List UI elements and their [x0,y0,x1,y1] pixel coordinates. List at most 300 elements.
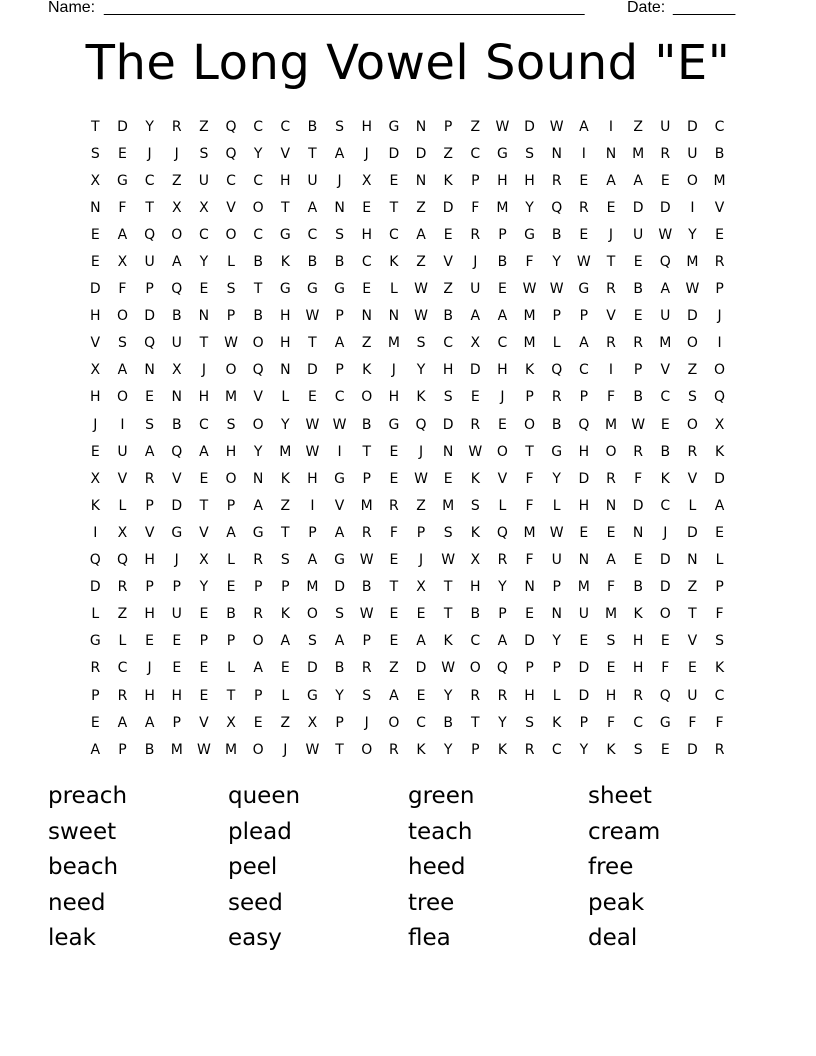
grid-letter[interactable]: E [416,687,426,704]
grid-letter[interactable]: H [578,443,590,460]
grid-letter[interactable]: M [632,145,645,162]
grid-letter[interactable]: F [389,524,399,541]
grid-letter[interactable]: C [253,226,264,243]
grid-letter[interactable]: O [686,172,699,189]
grid-letter[interactable]: D [578,687,590,704]
grid-letter[interactable]: H [388,389,400,406]
grid-letter[interactable]: M [224,741,238,758]
grid-letter[interactable]: D [687,308,699,325]
grid-letter[interactable]: S [687,389,698,406]
grid-letter[interactable]: E [90,714,101,731]
grid-letter[interactable]: R [389,741,400,758]
grid-letter[interactable]: C [307,226,318,243]
grid-letter[interactable]: F [525,470,535,487]
grid-letter[interactable]: O [252,741,265,758]
grid-letter[interactable]: S [308,633,318,650]
grid-letter[interactable]: D [307,362,319,379]
grid-letter[interactable]: O [225,470,238,487]
grid-letter[interactable]: H [198,389,210,406]
grid-letter[interactable]: C [660,497,671,514]
grid-letter[interactable]: I [337,443,343,460]
grid-letter[interactable]: S [633,741,644,758]
grid-letter[interactable]: U [578,606,590,623]
grid-letter[interactable]: B [253,308,264,325]
grid-letter[interactable]: F [606,714,616,731]
grid-letter[interactable]: E [389,552,399,569]
grid-letter[interactable]: A [117,714,128,731]
grid-letter[interactable]: Q [578,416,590,433]
grid-letter[interactable]: E [308,389,318,406]
grid-letter[interactable]: T [253,281,263,298]
grid-letter[interactable]: J [473,254,478,271]
grid-letter[interactable]: Y [145,118,155,135]
grid-letter[interactable]: P [172,579,182,596]
grid-letter[interactable]: W [305,443,320,460]
grid-letter[interactable]: G [659,714,672,731]
grid-letter[interactable]: J [147,145,153,162]
grid-letter[interactable]: E [633,254,644,271]
grid-letter[interactable]: S [335,118,345,135]
grid-letter[interactable]: I [310,497,316,514]
grid-letter[interactable]: H [90,308,102,325]
grid-letter[interactable]: U [307,172,319,189]
grid-letter[interactable]: M [442,497,455,514]
grid-letter[interactable]: X [470,335,481,352]
grid-letter[interactable]: F [715,606,725,623]
grid-letter[interactable]: Q [225,118,238,135]
grid-letter[interactable]: P [362,633,372,650]
grid-letter[interactable]: R [606,470,617,487]
grid-letter[interactable]: E [715,524,725,541]
grid-letter[interactable]: D [89,579,102,596]
grid-letter[interactable]: E [172,633,182,650]
grid-letter[interactable]: S [280,552,291,569]
grid-letter[interactable]: E [90,443,101,460]
grid-letter[interactable]: W [414,281,429,298]
grid-letter[interactable]: T [335,741,345,758]
grid-letter[interactable]: L [91,606,100,623]
grid-letter[interactable]: T [525,443,535,460]
grid-letter[interactable]: P [715,579,725,596]
grid-letter[interactable]: A [470,308,481,325]
grid-letter[interactable]: X [199,199,210,216]
grid-letter[interactable]: R [90,660,101,677]
grid-letter[interactable]: G [388,118,400,135]
grid-letter[interactable]: J [201,362,207,379]
grid-letter[interactable]: R [633,443,644,460]
grid-letter[interactable]: J [174,552,180,569]
grid-letter[interactable]: N [551,145,563,162]
grid-letter[interactable]: U [687,145,699,162]
grid-letter[interactable]: R [470,416,481,433]
grid-letter[interactable]: K [280,254,291,271]
grid-letter[interactable]: S [416,335,426,352]
grid-letter[interactable]: J [418,443,424,460]
grid-letter[interactable]: S [525,145,535,162]
grid-letter[interactable]: W [631,416,646,433]
grid-letter[interactable]: V [199,714,210,731]
grid-letter[interactable]: L [281,389,290,406]
grid-letter[interactable]: D [89,281,102,298]
grid-letter[interactable]: A [253,497,264,514]
grid-letter[interactable]: I [690,199,695,216]
grid-letter[interactable]: T [145,199,155,216]
grid-letter[interactable]: E [443,226,454,243]
grid-letter[interactable]: K [389,254,399,271]
grid-letter[interactable]: J [93,416,98,433]
grid-letter[interactable]: M [523,308,537,325]
grid-letter[interactable]: R [524,741,535,758]
grid-letter[interactable]: P [552,660,562,677]
grid-letter[interactable]: V [253,389,264,406]
grid-letter[interactable]: X [90,470,101,487]
grid-letter[interactable]: L [715,552,724,569]
grid-letter[interactable]: S [145,416,155,433]
grid-letter[interactable]: H [605,687,617,704]
grid-letter[interactable]: F [471,199,480,216]
grid-letter[interactable]: B [633,281,644,298]
grid-letter[interactable]: H [632,660,644,677]
grid-letter[interactable]: E [660,741,671,758]
grid-letter[interactable]: R [117,579,128,596]
grid-letter[interactable]: N [415,118,427,135]
grid-letter[interactable]: V [280,145,291,162]
grid-letter[interactable]: X [226,714,237,731]
grid-letter[interactable]: R [551,389,563,406]
grid-letter[interactable]: R [253,606,264,623]
grid-letter[interactable]: O [388,714,400,731]
grid-letter[interactable]: T [443,579,453,596]
grid-letter[interactable]: M [387,335,401,352]
grid-letter[interactable]: X [171,199,183,216]
grid-letter[interactable]: Y [253,145,263,162]
grid-letter[interactable]: M [523,524,537,541]
grid-letter[interactable]: O [225,362,238,379]
grid-letter[interactable]: S [226,416,236,433]
grid-letter[interactable]: T [226,687,236,704]
grid-letter[interactable]: G [578,281,590,298]
grid-letter[interactable]: A [579,118,590,135]
grid-letter[interactable]: A [307,552,318,569]
grid-letter[interactable]: K [443,633,454,650]
grid-letter[interactable]: W [359,552,375,569]
grid-letter[interactable]: W [224,335,239,352]
grid-letter[interactable]: C [198,416,210,433]
grid-letter[interactable]: P [552,308,562,325]
grid-letter[interactable]: P [498,226,508,243]
grid-letter[interactable]: Z [416,497,427,514]
grid-letter[interactable]: D [714,470,726,487]
grid-letter[interactable]: E [389,172,399,189]
grid-letter[interactable]: E [416,606,426,623]
grid-letter[interactable]: P [471,741,481,758]
grid-letter[interactable]: C [633,714,644,731]
grid-letter[interactable]: O [116,308,129,325]
grid-letter[interactable]: D [442,416,455,433]
grid-letter[interactable]: P [172,714,182,731]
grid-letter[interactable]: P [226,497,236,514]
grid-letter[interactable]: G [279,281,292,298]
grid-letter[interactable]: T [389,579,399,596]
grid-letter[interactable]: N [524,579,536,596]
grid-letter[interactable]: T [443,606,453,623]
grid-letter[interactable]: W [441,552,456,569]
grid-letter[interactable]: P [199,633,209,650]
grid-letter[interactable]: E [579,633,589,650]
grid-letter[interactable]: L [227,254,236,271]
grid-letter[interactable]: M [279,443,292,460]
grid-letter[interactable]: A [633,172,644,189]
grid-letter[interactable]: P [335,308,345,325]
grid-letter[interactable]: A [416,226,427,243]
grid-letter[interactable]: H [225,443,237,460]
grid-letter[interactable]: A [253,660,264,677]
grid-letter[interactable]: W [658,226,673,243]
grid-letter[interactable]: U [171,335,183,352]
grid-letter[interactable]: T [281,199,291,216]
grid-letter[interactable]: E [660,172,671,189]
grid-letter[interactable]: K [280,606,291,623]
grid-letter[interactable]: L [498,497,507,514]
grid-letter[interactable]: Y [498,579,508,596]
grid-letter[interactable]: H [144,687,156,704]
grid-letter[interactable]: A [334,524,345,541]
grid-letter[interactable]: E [715,226,725,243]
grid-letter[interactable]: E [362,281,372,298]
grid-letter[interactable]: I [608,362,614,379]
grid-letter[interactable]: G [252,524,265,541]
grid-letter[interactable]: E [606,199,616,216]
grid-letter[interactable]: C [714,687,725,704]
grid-letter[interactable]: G [524,226,536,243]
grid-letter[interactable]: G [171,524,183,541]
grid-letter[interactable]: V [199,524,210,541]
grid-letter[interactable]: H [144,552,156,569]
grid-letter[interactable]: P [145,497,155,514]
grid-letter[interactable]: K [416,741,427,758]
grid-letter[interactable]: A [307,199,318,216]
grid-letter[interactable]: E [687,660,698,677]
grid-letter[interactable]: A [334,145,345,162]
grid-letter[interactable]: X [117,524,128,541]
grid-letter[interactable]: Z [171,172,183,189]
grid-letter[interactable]: N [632,524,644,541]
grid-letter[interactable]: F [606,579,616,596]
grid-letter[interactable]: R [551,172,563,189]
grid-letter[interactable]: L [118,497,127,514]
grid-letter[interactable]: H [90,389,102,406]
grid-letter[interactable]: B [551,226,563,243]
grid-letter[interactable]: I [93,524,98,541]
grid-letter[interactable]: A [497,633,508,650]
grid-letter[interactable]: S [118,335,128,352]
grid-letter[interactable]: R [470,687,481,704]
grid-letter[interactable]: V [606,308,617,325]
grid-letter[interactable]: K [470,524,481,541]
name-field[interactable]: ______________________________________________________ [104,0,585,16]
grid-letter[interactable]: B [633,389,644,406]
grid-letter[interactable]: Q [144,226,156,243]
date-field[interactable]: _______ [673,0,736,16]
grid-letter[interactable]: Q [415,416,428,433]
grid-letter[interactable]: W [305,308,320,325]
grid-letter[interactable]: V [144,524,155,541]
grid-letter[interactable]: Z [361,335,373,352]
grid-letter[interactable]: K [470,470,481,487]
grid-letter[interactable]: A [144,714,155,731]
grid-letter[interactable]: F [715,714,725,731]
grid-letter[interactable]: A [714,497,725,514]
grid-letter[interactable]: E [199,281,209,298]
grid-letter[interactable]: W [549,281,565,298]
grid-letter[interactable]: Y [443,687,453,704]
grid-letter[interactable]: R [633,687,644,704]
grid-letter[interactable]: L [688,497,697,514]
grid-letter[interactable]: O [469,660,482,677]
grid-letter[interactable]: J [174,145,180,162]
grid-letter[interactable]: Q [496,524,509,541]
grid-letter[interactable]: L [118,633,127,650]
grid-letter[interactable]: S [362,687,372,704]
grid-letter[interactable]: B [660,443,671,460]
grid-letter[interactable]: H [144,606,156,623]
grid-letter[interactable]: Q [551,199,563,216]
grid-letter[interactable]: E [606,524,616,541]
grid-letter[interactable]: P [335,714,345,731]
grid-letter[interactable]: E [145,633,155,650]
grid-letter[interactable]: O [225,226,238,243]
grid-letter[interactable]: Z [280,714,291,731]
grid-letter[interactable]: Y [552,470,562,487]
grid-letter[interactable]: R [633,335,644,352]
grid-letter[interactable]: N [687,552,699,569]
grid-letter[interactable]: W [196,741,212,758]
grid-letter[interactable]: Y [335,687,345,704]
grid-letter[interactable]: C [361,254,373,271]
grid-letter[interactable]: P [145,281,155,298]
grid-letter[interactable]: R [687,443,698,460]
grid-letter[interactable]: W [549,118,565,135]
grid-letter[interactable]: R [578,199,590,216]
grid-letter[interactable]: Y [498,714,508,731]
grid-letter[interactable]: P [226,633,236,650]
grid-letter[interactable]: M [686,254,699,271]
grid-letter[interactable]: B [226,606,237,623]
grid-letter[interactable]: A [606,552,617,569]
grid-letter[interactable]: O [496,443,509,460]
grid-letter[interactable]: D [687,741,699,758]
grid-letter[interactable]: R [117,687,128,704]
grid-letter[interactable]: D [171,497,183,514]
grid-letter[interactable]: D [659,579,672,596]
grid-letter[interactable]: B [633,579,644,596]
grid-letter[interactable]: E [389,443,399,460]
grid-letter[interactable]: K [90,497,101,514]
grid-letter[interactable]: P [91,687,101,704]
grid-letter[interactable]: R [714,254,725,271]
grid-letter[interactable]: Q [714,389,726,406]
grid-letter[interactable]: H [524,687,536,704]
grid-letter[interactable]: H [280,172,292,189]
grid-letter[interactable]: Z [687,579,698,596]
grid-letter[interactable]: E [579,226,589,243]
grid-letter[interactable]: J [418,552,424,569]
grid-letter[interactable]: W [332,416,347,433]
grid-letter[interactable]: J [364,145,370,162]
grid-letter[interactable]: K [714,660,725,677]
grid-letter[interactable]: T [389,199,399,216]
grid-letter[interactable]: C [416,714,427,731]
grid-letter[interactable]: C [578,362,590,379]
grid-letter[interactable]: A [90,741,101,758]
grid-letter[interactable]: N [361,308,373,325]
grid-letter[interactable]: T [471,714,481,731]
grid-letter[interactable]: Z [389,660,400,677]
grid-letter[interactable]: T [606,254,616,271]
grid-letter[interactable]: K [416,389,427,406]
grid-letter[interactable]: H [280,335,292,352]
grid-letter[interactable]: W [685,281,700,298]
grid-letter[interactable]: D [388,145,400,162]
grid-letter[interactable]: W [576,254,592,271]
grid-letter[interactable]: W [549,524,565,541]
grid-letter[interactable]: E [633,552,644,569]
grid-letter[interactable]: M [496,199,509,216]
grid-letter[interactable]: I [608,118,614,135]
grid-letter[interactable]: F [118,199,127,216]
grid-letter[interactable]: P [715,281,725,298]
grid-letter[interactable]: L [552,687,562,704]
grid-letter[interactable]: V [687,470,698,487]
grid-letter[interactable]: T [362,443,372,460]
grid-letter[interactable]: B [714,145,725,162]
grid-letter[interactable]: L [227,552,236,569]
grid-letter[interactable]: O [605,443,617,460]
grid-letter[interactable]: D [659,552,672,569]
grid-letter[interactable]: S [335,606,345,623]
grid-letter[interactable]: B [144,741,155,758]
grid-letter[interactable]: N [198,308,210,325]
grid-letter[interactable]: D [687,118,699,135]
grid-letter[interactable]: N [605,145,617,162]
grid-letter[interactable]: W [441,660,456,677]
grid-letter[interactable]: V [226,199,237,216]
grid-letter[interactable]: G [334,281,346,298]
grid-letter[interactable]: F [661,660,670,677]
grid-letter[interactable]: R [144,470,155,487]
grid-letter[interactable]: M [604,416,618,433]
grid-letter[interactable]: O [714,362,726,379]
grid-letter[interactable]: K [497,741,508,758]
grid-letter[interactable]: S [443,524,454,541]
grid-letter[interactable]: U [551,552,563,569]
grid-letter[interactable]: O [361,389,373,406]
grid-letter[interactable]: E [606,660,616,677]
grid-letter[interactable]: D [632,199,645,216]
grid-letter[interactable]: R [253,552,264,569]
grid-letter[interactable]: K [552,714,562,731]
grid-letter[interactable]: W [414,470,429,487]
grid-letter[interactable]: E [579,172,589,189]
grid-letter[interactable]: N [280,362,292,379]
grid-letter[interactable]: Y [199,579,209,596]
grid-letter[interactable]: U [198,172,210,189]
grid-letter[interactable]: O [252,633,265,650]
grid-letter[interactable]: N [388,308,400,325]
grid-letter[interactable]: S [525,714,535,731]
grid-letter[interactable]: E [389,633,399,650]
grid-letter[interactable]: E [145,389,155,406]
